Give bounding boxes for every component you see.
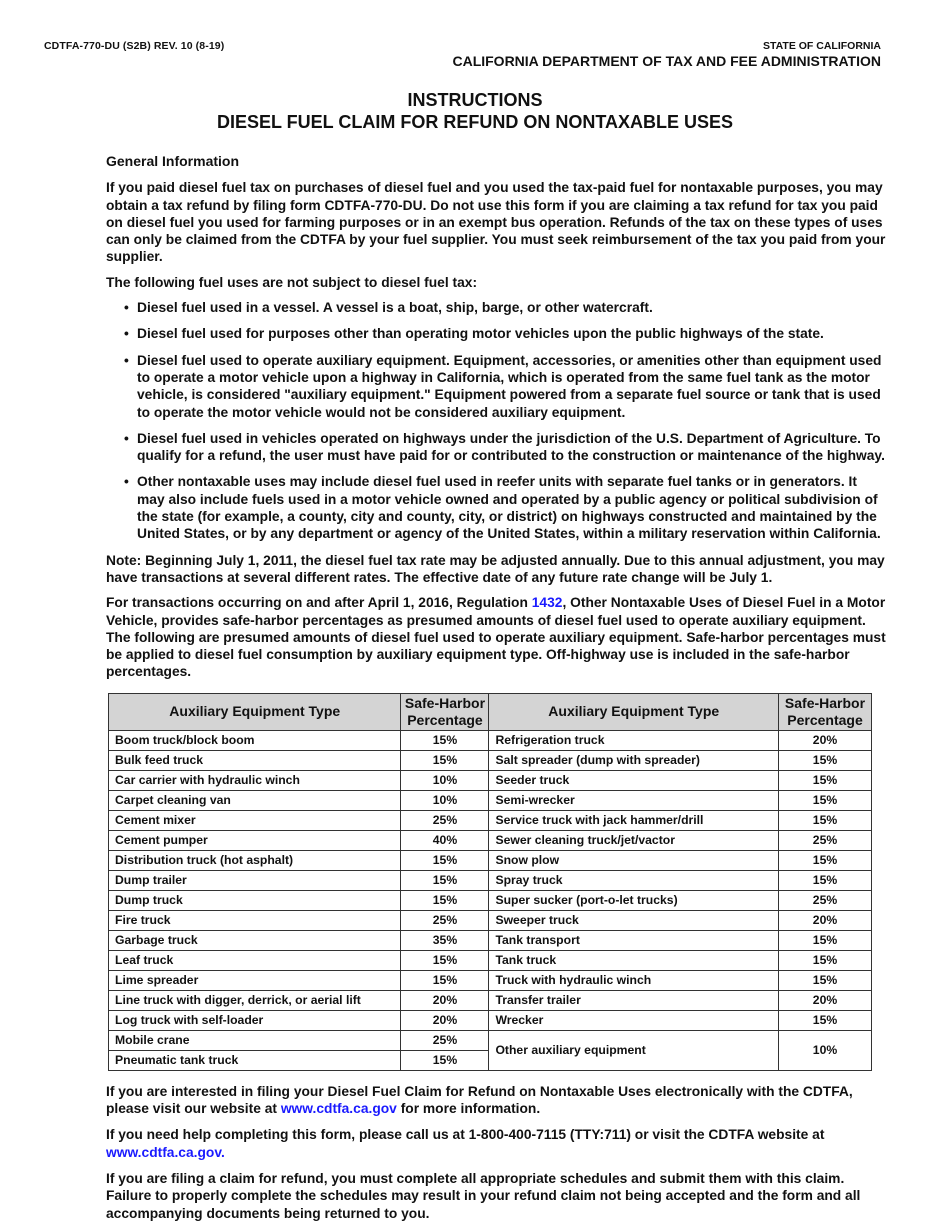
equipment-type-cell: Distribution truck (hot asphalt) — [109, 850, 401, 870]
agency-header — [452, 40, 881, 69]
percentage-cell: 15% — [401, 890, 489, 910]
table-row — [109, 850, 872, 870]
equipment-type-cell: Semi-wrecker — [489, 790, 779, 810]
table-row — [109, 790, 872, 810]
equipment-type-cell: Service truck with jack hammer/drill — [489, 810, 779, 830]
percentage-cell: 25% — [779, 890, 872, 910]
percentage-cell: 25% — [401, 910, 489, 930]
percentage-cell: 15% — [779, 930, 872, 950]
equipment-type-cell: Garbage truck — [109, 930, 401, 950]
percentage-cell: 20% — [779, 990, 872, 1010]
table-row — [109, 750, 872, 770]
equipment-type-cell: Car carrier with hydraulic winch — [109, 770, 401, 790]
equipment-type-cell: Leaf truck — [109, 950, 401, 970]
percentage-cell: 15% — [401, 870, 489, 890]
table-row — [109, 770, 872, 790]
equipment-type-cell: Spray truck — [489, 870, 779, 890]
percentage-cell: 10% — [779, 1030, 872, 1070]
website-link[interactable]: www.cdtfa.ca.gov — [280, 1101, 397, 1117]
help-paragraph: If you need help completing this form, please call us at 1-800-400-7115 (TTY:711) or visit the CDTFA website at www.cdtfa.ca.gov. — [106, 1127, 825, 1160]
efile-paragraph: If you are interested in filing your Diesel Fuel Claim for Refund on Nontaxable Uses electronically with the CDTFA, please visit our website at www.cdtfa.ca.gov for more information. — [106, 1083, 853, 1117]
list-item: • Diesel fuel used in a vessel. A vessel is a boat, ship, barge, or other watercraft. — [106, 299, 886, 316]
form-id: CDTFA-770-DU (S2B) REV. 10 (8-19) — [44, 40, 225, 52]
column-header-type: Auxiliary Equipment Type — [109, 693, 401, 730]
regulation-link[interactable]: 1432 — [531, 595, 563, 611]
table-row — [109, 890, 872, 910]
rate-note: Note: Beginning July 1, 2011, the diesel fuel tax rate may be adjusted annually. Due to this annual adjustment, you may have transactions at several different rates. The effective date of any future rate change will be July 1. — [106, 552, 885, 585]
equipment-type-cell: Seeder truck — [489, 770, 779, 790]
percentage-cell: 25% — [779, 830, 872, 850]
table-row — [109, 1030, 872, 1050]
equipment-type-cell: Mobile crane — [109, 1030, 401, 1050]
percentage-cell: 15% — [401, 750, 489, 770]
list-item: • Diesel fuel used for purposes other than operating motor vehicles upon the public highways of the state. — [106, 325, 886, 342]
percentage-cell: 25% — [401, 810, 489, 830]
percentage-cell: 10% — [401, 790, 489, 810]
table-row — [109, 830, 872, 850]
page-title — [0, 89, 950, 133]
percentage-cell: 15% — [779, 950, 872, 970]
percentage-cell: 15% — [779, 770, 872, 790]
nontaxable-uses-list — [106, 299, 886, 543]
table-row — [109, 810, 872, 830]
table-row — [109, 870, 872, 890]
intro-paragraph: If you paid diesel fuel tax on purchases of diesel fuel and you used the tax-paid fuel for nontaxable purposes, you may obtain a tax refund by filing form CDTFA-770-DU. Do not use this form if you are claiming a tax refund for tax you paid on diesel fuel you used for farming purposes or in an exempt bus operation. Refunds of the tax on these types of uses can only be claimed from the CDTFA by your fuel supplier. You must seek reimbursement of the tax you paid from your supplier. — [106, 180, 886, 265]
equipment-type-cell: Pneumatic tank truck — [109, 1050, 401, 1070]
percentage-cell: 15% — [779, 790, 872, 810]
percentage-cell: 25% — [401, 1030, 489, 1050]
table-row — [109, 730, 872, 750]
equipment-type-cell: Refrigeration truck — [489, 730, 779, 750]
regulation-text-end: , Other Nontaxable Uses of Diesel Fuel in a Motor Vehicle, provides safe-harbor percentages as presumed amounts of diesel fuel used to operate auxiliary equipment. The following are presumed amounts of diesel fuel used to operate auxiliary equipment. Safe-harbor percentages must be applied to diesel fuel consumption by auxiliary equipment type. Off-highway use is included in the safe-harbor percentages. — [106, 595, 886, 680]
percentage-cell: 15% — [779, 750, 872, 770]
column-header-type: Auxiliary Equipment Type — [489, 693, 779, 730]
percentage-cell: 20% — [401, 1010, 489, 1030]
equipment-type-cell: Tank truck — [489, 950, 779, 970]
percentage-cell: 15% — [779, 870, 872, 890]
table-row — [109, 950, 872, 970]
equipment-type-cell: Dump trailer — [109, 870, 401, 890]
list-item: • Diesel fuel used in vehicles operated on highways under the jurisdiction of the U.S. Department of Agriculture. To qualify for a refund, the user must have paid for or contributed to the construction or maintenance of the highway. — [106, 430, 886, 465]
column-header-percentage: Safe-Harbor Percentage — [401, 693, 489, 730]
regulation-text-start: For transactions occurring on and after April 1, 2016, Regulation — [106, 595, 532, 611]
equipment-type-cell: Lime spreader — [109, 970, 401, 990]
equipment-type-cell: Line truck with digger, derrick, or aerial lift — [109, 990, 401, 1010]
equipment-type-cell: Snow plow — [489, 850, 779, 870]
filing-warning: If you are filing a claim for refund, you must complete all appropriate schedules and submit them with this claim. Failure to properly complete the schedules may result in your refund claim not being accepted and the form and all accompanying documents being returned to you. — [106, 1170, 861, 1221]
footer-notes — [106, 1083, 886, 1222]
percentage-cell: 15% — [401, 970, 489, 990]
equipment-type-cell: Sewer cleaning truck/jet/vactor — [489, 830, 779, 850]
percentage-cell: 15% — [779, 850, 872, 870]
percentage-cell: 15% — [401, 730, 489, 750]
table-row — [109, 970, 872, 990]
percentage-cell: 15% — [779, 1010, 872, 1030]
equipment-type-cell: Transfer trailer — [489, 990, 779, 1010]
title-line-2: DIESEL FUEL CLAIM FOR REFUND ON NONTAXABLE USES — [216, 112, 734, 132]
equipment-type-cell: Salt spreader (dump with spreader) — [489, 750, 779, 770]
percentage-cell: 15% — [401, 850, 489, 870]
equipment-type-cell: Super sucker (port-o-let trucks) — [489, 890, 779, 910]
equipment-type-cell: Dump truck — [109, 890, 401, 910]
equipment-type-cell: Bulk feed truck — [109, 750, 401, 770]
percentage-cell: 15% — [401, 950, 489, 970]
equipment-type-cell: Boom truck/block boom — [109, 730, 401, 750]
percentage-cell: 35% — [401, 930, 489, 950]
equipment-type-cell: Fire truck — [109, 910, 401, 930]
percentage-cell: 20% — [779, 910, 872, 930]
percentage-cell: 40% — [401, 830, 489, 850]
instructions-body — [106, 153, 886, 1231]
equipment-type-cell: Other auxiliary equipment — [489, 1030, 779, 1070]
website-link[interactable]: www.cdtfa.ca.gov. — [106, 1144, 225, 1160]
table-row — [109, 930, 872, 950]
regulation-paragraph — [106, 594, 886, 680]
percentage-cell: 15% — [779, 970, 872, 990]
table-body — [109, 730, 872, 1070]
list-item: • Other nontaxable uses may include diesel fuel used in reefer units with separate fuel tanks or in generators. It may also include fuels used in a motor vehicle owned and operated by a public agency or political subdivision of the state (for example, a county, city and county, city, or district) on highways constructed and maintained by the United States, or by any department or agency of the United States, within a military reservation within California. — [106, 473, 886, 542]
equipment-type-cell: Sweeper truck — [489, 910, 779, 930]
list-item: • Diesel fuel used to operate auxiliary equipment. Equipment, accessories, or amenities other than equipment used to operate a motor vehicle upon a highway in California, which is operated from the same fuel tank as the motor vehicle, is considered "auxiliary equipment." Equipment powered from a separate fuel source or tank that is used to operate the motor vehicle would not be considered auxiliary equipment. — [106, 352, 886, 421]
state-label: STATE OF CALIFORNIA — [762, 40, 881, 52]
section-heading: General Information — [106, 153, 240, 169]
percentage-cell: 15% — [401, 1050, 489, 1070]
department-name: CALIFORNIA DEPARTMENT OF TAX AND FEE ADMINISTRATION — [452, 53, 881, 69]
table-row — [109, 1010, 872, 1030]
percentage-cell: 15% — [779, 810, 872, 830]
equipment-type-cell: Cement mixer — [109, 810, 401, 830]
percentage-cell: 20% — [401, 990, 489, 1010]
title-line-1: INSTRUCTIONS — [407, 90, 543, 110]
equipment-type-cell: Log truck with self-loader — [109, 1010, 401, 1030]
equipment-type-cell: Wrecker — [489, 1010, 779, 1030]
percentage-cell: 20% — [779, 730, 872, 750]
uses-lead: The following fuel uses are not subject to diesel fuel tax: — [106, 274, 478, 290]
equipment-type-cell: Tank transport — [489, 930, 779, 950]
equipment-type-cell: Truck with hydraulic winch — [489, 970, 779, 990]
percentage-cell: 10% — [401, 770, 489, 790]
equipment-type-cell: Carpet cleaning van — [109, 790, 401, 810]
column-header-percentage: Safe-Harbor Percentage — [779, 693, 872, 730]
table-row — [109, 990, 872, 1010]
table-header-row — [109, 693, 872, 730]
safe-harbor-table — [108, 693, 872, 1071]
table-row — [109, 910, 872, 930]
equipment-type-cell: Cement pumper — [109, 830, 401, 850]
